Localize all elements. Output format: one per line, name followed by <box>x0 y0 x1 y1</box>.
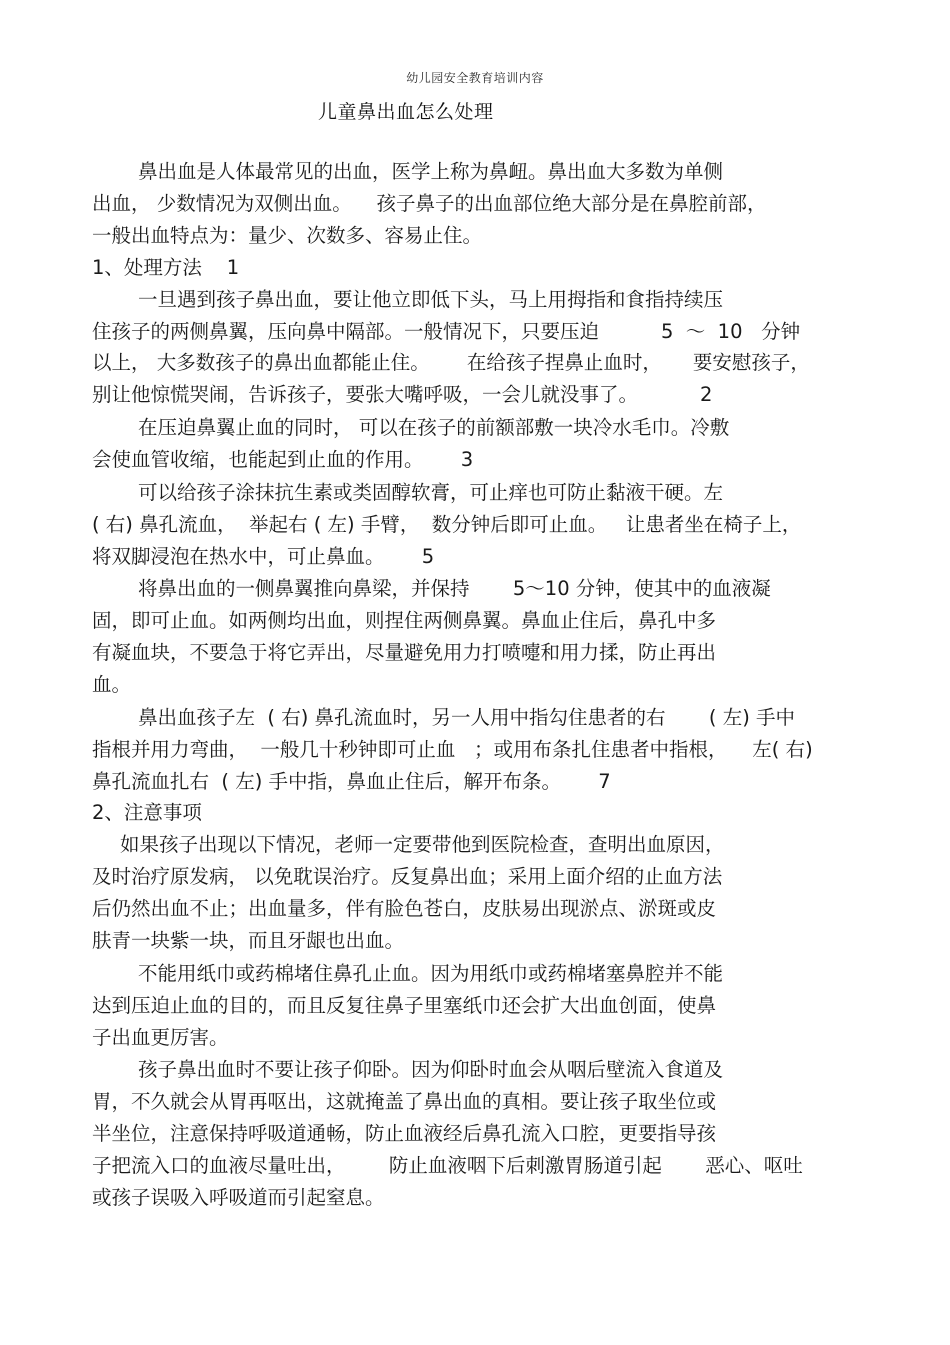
text-line: 血。 <box>92 673 132 696</box>
text-line: 如果孩子出现以下情况，老师一定要带他到医院检查，查明出血原因， <box>120 833 725 856</box>
text-line: 在压迫鼻翼止血的同时， 可以在孩子的前额部敷一块冷水毛巾。冷敷 <box>138 416 730 439</box>
text-line: 后仍然出血不止；出血量多，伴有脸色苍白，皮肤易出现淤点、淤斑或皮 <box>92 897 717 920</box>
text-line: 半坐位，注意保持呼吸道通畅，防止血液经后鼻孔流入口腔，更要指导孩 <box>92 1122 717 1145</box>
text-line: 达到压迫止血的目的，而且反复往鼻子里塞纸巾还会扩大出血创面，使鼻 <box>92 994 717 1017</box>
text-line: 指根并用力弯曲， 一般几十秒钟即可止血 ；或用布条扎住患者中指根， 左( 右) <box>92 738 813 761</box>
document-title: 儿童鼻出血怎么处理 <box>318 101 494 123</box>
text-line: 鼻出血是人体最常见的出血，医学上称为鼻衄。鼻出血大多数为单侧 <box>138 160 724 183</box>
text-line: 固，即可止血。如两侧均出血，则捏住两侧鼻翼。鼻血止住后，鼻孔中多 <box>92 609 717 632</box>
section-heading: 1、处理方法 1 <box>92 256 240 279</box>
section-heading: 2、注意事项 <box>92 801 202 824</box>
text-line: 子把流入口的血液尽量吐出， 防止血液咽下后刺激胃肠道引起 恶心、呕吐 <box>92 1154 803 1177</box>
text-line: 出血， 少数情况为双侧出血。 孩子鼻子的出血部位绝大部分是在鼻腔前部， <box>92 192 767 215</box>
text-line: 及时治疗原发病， 以免耽误治疗。反复鼻出血；采用上面介绍的止血方法 <box>92 865 723 888</box>
text-line: 鼻孔流血扎右 ( 左) 手中指，鼻血止住后，解开布条。 7 <box>92 770 611 793</box>
text-line: 子出血更厉害。 <box>92 1026 229 1049</box>
text-line: 肤青一块紫一块，而且牙龈也出血。 <box>92 929 405 952</box>
text-line: 孩子鼻出血时不要让孩子仰卧。因为仰卧时血会从咽后壁流入食道及 <box>138 1058 724 1081</box>
page-header: 幼儿园安全教育培训内容 <box>406 71 544 85</box>
text-line: 以上， 大多数孩子的鼻出血都能止住。 在给孩子捏鼻止血时， 要安慰孩子， <box>92 351 810 374</box>
text-line: 别让他惊慌哭闹，告诉孩子，要张大嘴呼吸，一会儿就没事了。 2 <box>92 383 713 406</box>
text-line: 胃，不久就会从胃再呕出，这就掩盖了鼻出血的真相。要让孩子取坐位或 <box>92 1090 717 1113</box>
text-line: 一旦遇到孩子鼻出血，要让他立即低下头，马上用拇指和食指持续压 <box>138 288 724 311</box>
text-line: ( 右) 鼻孔流血， 举起右 ( 左) 手臂， 数分钟后即可止血。 让患者坐在椅子上， <box>92 513 802 536</box>
text-line: 住孩子的两侧鼻翼，压向鼻中隔部。一般情况下，只要压迫 5 ～ 10 分钟 <box>92 320 801 343</box>
text-line: 鼻出血孩子左 ( 右) 鼻孔流血时，另一人用中指勾住患者的右 ( 左) 手中 <box>138 706 796 729</box>
text-line: 不能用纸巾或药棉堵住鼻孔止血。因为用纸巾或药棉堵塞鼻腔并不能 <box>138 962 724 985</box>
text-line: 会使血管收缩，也能起到止血的作用。 3 <box>92 448 474 471</box>
text-line: 有凝血块，不要急于将它弄出，尽量避免用力打喷嚏和用力揉，防止再出 <box>92 641 717 664</box>
text-line: 将鼻出血的一侧鼻翼推向鼻梁，并保持 5～10 分钟，使其中的血液凝 <box>138 577 771 600</box>
text-line: 将双脚浸泡在热水中，可止鼻血。 5 <box>92 545 435 568</box>
text-line: 一般出血特点为：量少、次数多、容易止住。 <box>92 224 483 247</box>
text-line: 可以给孩子涂抹抗生素或类固醇软膏，可止痒也可防止黏液干硬。左 <box>138 481 724 504</box>
text-line: 或孩子误吸入呼吸道而引起窒息。 <box>92 1186 385 1209</box>
